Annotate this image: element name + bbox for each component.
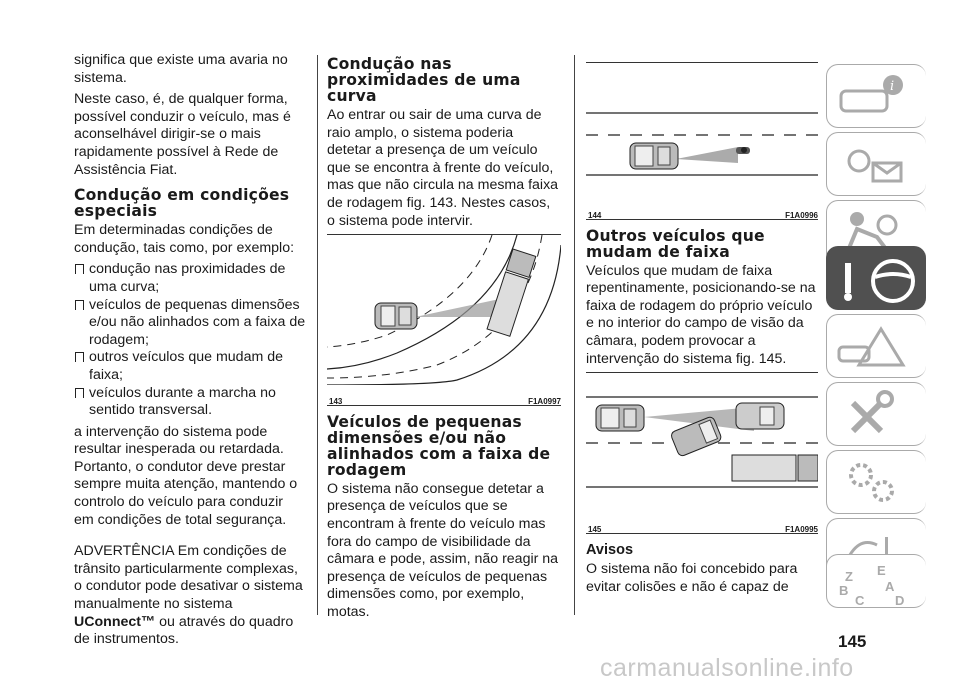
figure-144	[586, 62, 818, 220]
svg-text:E: E	[877, 563, 886, 578]
bullet-list	[74, 261, 306, 419]
paragraph: significa que existe uma avaria no sistema.	[74, 52, 288, 86]
figure-145	[586, 372, 818, 534]
maintenance-wrench-icon	[837, 389, 907, 439]
list-item: veículos durante a marcha no sentido transversal.	[74, 385, 306, 420]
column-1	[74, 52, 306, 653]
car-ahead-graphic	[736, 403, 784, 429]
figure-number: 144	[588, 210, 602, 220]
tab-warning-lights[interactable]	[826, 132, 926, 196]
figure-caption	[327, 391, 561, 405]
column-divider	[317, 55, 318, 615]
paragraph: Ao entrar ou sair de uma curva de raio amplo, o sistema poderia detetar a presença de um veículo que se encontra à frente do veículo, mas que não circula na mesma faixa de rodagem fig. 143. Nestes casos, o sistema pode intervir.	[327, 107, 559, 229]
warning-text-end: ou através do quadro de instrumentos.	[74, 613, 294, 648]
figure-code: F1A0996	[785, 210, 818, 220]
lane-change-illustration	[586, 373, 818, 513]
figure-caption	[586, 519, 818, 533]
tab-car-info[interactable]	[826, 64, 926, 128]
technical-data-gears-icon	[837, 457, 907, 507]
svg-text:i: i	[890, 79, 895, 94]
page-number: 145	[838, 632, 867, 651]
list-item: outros veículos que mudam de faixa;	[74, 349, 306, 384]
warning-paragraph	[74, 543, 306, 649]
car-graphic	[596, 405, 644, 431]
section-heading: Condução em condições especiais	[74, 186, 290, 221]
warning-text: ADVERTÊNCIA Em condições de trânsito particularmente complexas, o condutor pode desativar o sistema manualmente no sistema	[74, 543, 303, 613]
curve-illustration	[327, 235, 561, 385]
car-graphic	[375, 303, 417, 329]
paragraph: Em determinadas condições de condução, tais como, por exemplo:	[74, 222, 295, 256]
svg-text:C: C	[855, 593, 865, 608]
tab-maintenance[interactable]	[826, 382, 926, 446]
lane-changing-van-graphic	[670, 416, 722, 457]
svg-text:B: B	[839, 583, 849, 598]
section-heading: Veículos de pequenas dimensões e/ou não alinhados com a faixa de rodagem	[327, 412, 551, 479]
brand-name: UConnect™	[74, 613, 156, 630]
truck-graphic	[732, 455, 818, 481]
car-info-icon	[837, 71, 907, 121]
column-2	[327, 56, 561, 626]
car-graphic	[630, 143, 678, 169]
tab-index[interactable]	[826, 554, 926, 608]
figure-caption	[586, 205, 818, 219]
alphabetical-index-icon	[837, 561, 907, 609]
figure-143	[327, 234, 561, 406]
column-3	[586, 62, 818, 601]
truck-graphic	[487, 249, 536, 336]
tab-starting-driving[interactable]	[826, 246, 926, 310]
figure-number: 145	[588, 524, 602, 534]
list-item: veículos de pequenas dimensões e/ou não alinhados com a faixa de rodagem;	[74, 297, 306, 350]
tab-emergency[interactable]	[826, 314, 926, 378]
paragraph: Veículos que mudam de faixa repentinamente, posicionando-se na faixa de rodagem do próprio veículo e no interior do campo de visão da câmara, podem provocar a intervenção do sistema fig. 145.	[586, 262, 816, 367]
svg-text:Z: Z	[845, 569, 853, 584]
list-item: condução nas proximidades de uma curva;	[74, 261, 306, 296]
paragraph: O sistema não consegue detetar a presença de veículos que se encontram à frente do veículo mas fora do campo de visibilidade da câmara e pode, assim, não reagir na presença de veículos de pequenas dimensões como, por exemplo, motas.	[327, 480, 559, 620]
subsection-heading: Avisos	[586, 541, 634, 558]
warning-lights-icon	[837, 139, 907, 189]
watermark: carmanualsonline.info	[600, 654, 854, 682]
svg-text:D: D	[895, 593, 905, 608]
section-heading: Condução nas proximidades de uma curva	[327, 55, 521, 105]
paragraph: Neste caso, é, de qualquer forma, possível conduzir o veículo, mas é aconselhável dirigir-se o mais rapidamente possível à Rede de Assistência Fiat.	[74, 91, 291, 178]
section-heading: Outros veículos que mudam de faixa	[586, 226, 765, 261]
figure-code: F1A0997	[528, 396, 561, 406]
lane-illustration	[586, 63, 818, 199]
figure-number: 143	[329, 396, 343, 406]
column-divider	[574, 55, 575, 615]
paragraph: O sistema não foi concebido para evitar colisões e não é capaz de	[586, 561, 798, 595]
svg-text:A: A	[885, 579, 895, 594]
steering-wheel-icon	[837, 253, 917, 307]
emergency-triangle-icon	[837, 321, 907, 371]
figure-code: F1A0995	[785, 524, 818, 534]
motorcycle-graphic	[736, 147, 750, 154]
paragraph: a intervenção do sistema pode resultar inesperada ou retardada. Portanto, o condutor deve prestar sempre muita atenção, mantendo o controlo do veículo para conduzir em condições de total segurança.	[74, 423, 298, 528]
tab-technical-data[interactable]	[826, 450, 926, 514]
